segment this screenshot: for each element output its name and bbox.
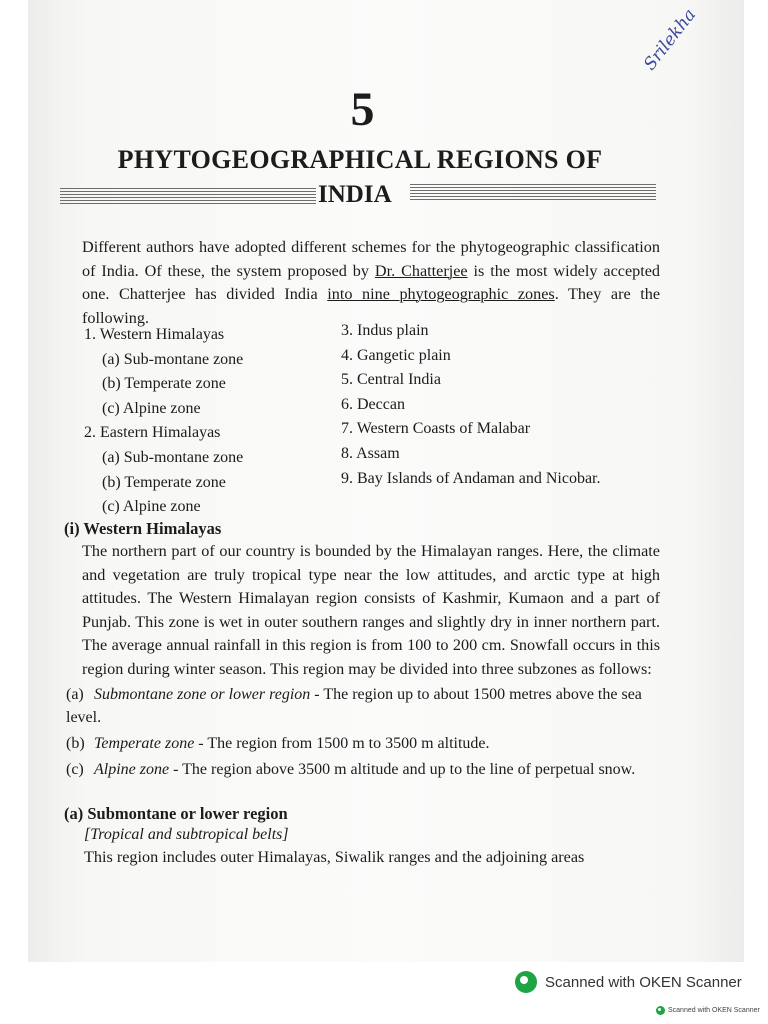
list-item: (c) Alpine zone — [102, 399, 201, 417]
zone-term: Alpine zone — [94, 761, 170, 778]
chapter-number: 5 — [350, 83, 376, 136]
list-item: 2. Eastern Himalayas — [84, 424, 221, 442]
regions-list-left — [84, 323, 243, 520]
scanner-watermark-small — [656, 1006, 760, 1015]
chapter-title-line2: INDIA — [318, 181, 392, 208]
list-item: (b) Temperate zone — [102, 375, 226, 393]
western-himalayas-text: The northern part of our country is bounded by the Himalayan ranges. Here, the climate and vegetation are truly tropical type near the low attitudes, and arctic type at high attitudes. The Western Himalayan region consists of Kashmir, Kumaon and a part of Punjab. This zone is wet in outer southern ranges and slightly dry in inner northern part. The average annual rainfall in this region is from 100 to 200 cm. Snowfall occurs in this region during winter season. This region may be divided into three subzones as follows: — [82, 542, 660, 678]
intro-text-3: . They are the following. — [82, 285, 661, 327]
list-item: 1. Western Himalayas — [84, 326, 225, 343]
zone-term: Temperate zone — [94, 735, 195, 752]
intro-underline-zones: into nine phytogeographic zones — [327, 285, 555, 303]
oken-logo-icon — [515, 971, 537, 993]
intro-underline-chatterjee: Dr. Chatterjee — [374, 261, 468, 280]
western-himalayas-paragraph — [62, 540, 660, 681]
list-item: (a) Sub-montane zone — [102, 350, 244, 368]
list-item: 5. Central India — [341, 371, 441, 389]
intro-text-1: Different authors have adopted different schemes for the phytogeographic classification of India. Of these, the system proposed by — [82, 238, 660, 280]
chapter-title-line1: PHYTOGEOGRAPHICAL REGIONS OF — [117, 145, 603, 174]
list-item: 3. Indus plain — [341, 322, 429, 339]
oken-logo-small-icon — [656, 1006, 665, 1015]
list-item: 8. Assam — [341, 444, 400, 462]
submontane-paragraph: This region includes outer Himalayas, Siwalik ranges and the adjoining areas — [84, 848, 585, 866]
section-heading-submontane: (a) Submontane or lower region — [64, 804, 288, 823]
list-item: 9. Bay Islands of Andaman and Nicobar. — [341, 469, 601, 487]
zone-desc: - The region above 3500 m altitude and up to the line of perpetual snow. — [169, 761, 636, 778]
intro-paragraph — [62, 236, 660, 330]
zone-item-temperate — [66, 732, 666, 755]
zone-desc: - The region from 1500 m to 3500 m altitude. — [194, 735, 490, 752]
list-item: (a) Sub-montane zone — [102, 448, 244, 466]
section-heading-western-himalayas: (i) Western Himalayas — [64, 519, 222, 538]
zone-desc: - The region up to about 1500 metres above the sea level. — [66, 686, 642, 726]
regions-list-right — [341, 319, 601, 491]
scanner-watermark-text: Scanned with OKEN Scanner — [545, 973, 742, 991]
zone-term: Submontane zone or lower region — [94, 686, 311, 703]
title-rule-right — [410, 184, 656, 200]
list-item: 6. Deccan — [341, 395, 405, 413]
zone-item-submontane — [66, 683, 666, 729]
list-item: 7. Western Coasts of Malabar — [341, 420, 531, 438]
scanner-watermark — [515, 971, 742, 993]
scanner-watermark-small-text: Scanned with OKEN Scanner — [668, 1007, 760, 1014]
intro-text-2: is the most widely accepted one. Chatterjee has divided India — [82, 261, 660, 303]
zone-label: (c) — [66, 761, 84, 778]
zone-label: (a) — [66, 686, 84, 703]
list-item: (c) Alpine zone — [102, 498, 201, 516]
section-subheading-belts: [Tropical and subtropical belts] — [84, 826, 289, 843]
zone-label: (b) — [66, 735, 85, 752]
title-rule-left — [60, 188, 316, 204]
list-item: (b) Temperate zone — [102, 473, 226, 491]
zone-item-alpine — [66, 758, 666, 781]
handwritten-signature: Srilekha — [640, 5, 701, 75]
list-item: 4. Gangetic plain — [341, 346, 451, 364]
